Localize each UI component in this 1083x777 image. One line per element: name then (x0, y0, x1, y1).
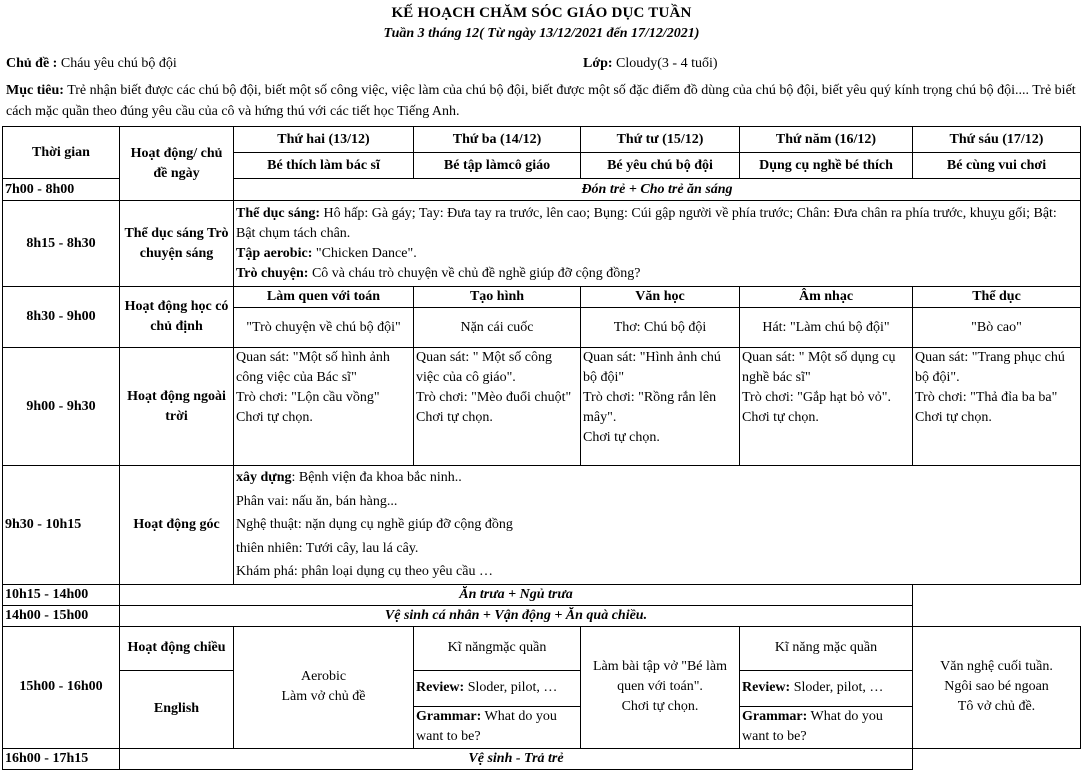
activity-cell: Hoạt động góc (120, 466, 234, 585)
row-morning-exercise (3, 201, 1081, 287)
chat-label: Trò chuyện: (236, 265, 309, 281)
row-hygiene (3, 605, 1081, 626)
afternoon-wed: Làm bài tập vở "Bé làm quen với toán". Chơi tự chọn. (581, 626, 740, 748)
day-thu: Thứ năm (16/12) (740, 127, 913, 153)
theme-mon: Bé thích làm bác sĩ (234, 153, 414, 179)
subject-thu: Âm nhạc (740, 287, 913, 308)
time-cell: 14h00 - 15h00 (3, 605, 120, 626)
topic-value: Cháu yêu chú bộ đội (60, 56, 177, 71)
time-cell: 9h00 - 9h30 (3, 348, 120, 466)
corner-text: : Bệnh viện đa khoa bắc ninh.. (291, 470, 462, 485)
goal-paragraph (6, 80, 1076, 122)
outdoor-mon: Quan sát: "Một số hình ảnh công việc của Bác sĩ" Trò chơi: "Lộn cầu vồng" Chơi tự chọn. (234, 348, 414, 466)
corner-line: Phân vai: nấu ăn, bán hàng... (236, 493, 398, 509)
outdoor-tue: Quan sát: " Một số công việc của cô giáo". Trò chơi: "Mèo đuổi chuột" Chơi tự chọn. (414, 348, 581, 466)
lesson-mon: "Trò chuyện về chú bộ đội" (234, 308, 414, 348)
activity-cell: English (120, 670, 234, 748)
corner-label: xây dựng (236, 470, 292, 485)
english-thu-grammar (740, 706, 913, 748)
grammar-text: What do you want to be? (416, 709, 557, 744)
activity-cell: Hoạt động ngoài trời (120, 348, 234, 466)
day-mon: Thứ hai (13/12) (234, 127, 414, 153)
outdoor-thu: Quan sát: " Một số dụng cụ nghề bác sĩ" Trò chơi: "Gắp hạt bỏ vỏ". Chơi tự chọn. (740, 348, 913, 466)
lesson-tue: Nặn cái cuốc (414, 308, 581, 348)
hygiene-text: Vệ sinh cá nhân + Vận động + Ăn quà chiều. (120, 605, 913, 626)
class-value: Cloudy(3 - 4 tuổi) (616, 56, 718, 71)
goal-label: Mục tiêu: (6, 83, 64, 98)
corner-line: thiên nhiên: Tưới cây, lau lá cây. (236, 540, 419, 556)
time-cell: 15h00 - 16h00 (3, 626, 120, 748)
aerobic-line (236, 244, 1078, 264)
subject-tue: Tạo hình (414, 287, 581, 308)
activity-cell: Hoạt động học có chủ định (120, 287, 234, 348)
review-text: Sloder, pilot, … (790, 680, 884, 695)
review-text: Sloder, pilot, … (464, 680, 558, 695)
theme-thu: Dụng cụ nghề bé thích (740, 153, 913, 179)
theme-wed: Bé yêu chú bộ đội (581, 153, 740, 179)
topic-line (6, 56, 177, 72)
topic-label: Chủ đề : (6, 56, 58, 71)
english-thu-review (740, 670, 913, 706)
aerobic-label: Tập aerobic: (236, 245, 313, 261)
outdoor-wed: Quan sát: "Hình ảnh chú bộ đội" Trò chơi: "Rồng rắn lên mây". Chơi tự chọn. (581, 348, 740, 466)
row-corners (3, 466, 1081, 585)
pickup-text: Vệ sinh - Trả trẻ (120, 748, 913, 769)
row-afternoon (3, 626, 1081, 670)
activity-cell: Thể dục sáng Trò chuyện sáng (120, 201, 234, 287)
afternoon-fri: Văn nghệ cuối tuần. Ngôi sao bé ngoan Tô vở chủ đề. (913, 626, 1081, 748)
exercise-text: Hô hấp: Gà gáy; Tay: Đưa tay ra trước, lên cao; Bụng: Cúi gập người về phía trước; Chân: Đưa chân ra phía trước, khuỵu gối; Bật: Bật chụm tách chân. (236, 205, 1057, 241)
grammar-label: Grammar: (742, 709, 808, 724)
review-label: Review: (742, 680, 791, 695)
morning-exercise-content (234, 201, 1081, 287)
corner-line: Nghệ thuật: nặn dụng cụ nghề giúp đỡ cộng đồng (236, 517, 513, 532)
day-wed: Thứ tư (15/12) (581, 127, 740, 153)
day-tue: Thứ ba (14/12) (414, 127, 581, 153)
theme-fri: Bé cùng vui chơi (913, 153, 1081, 179)
time-cell: 16h00 - 17h15 (3, 748, 120, 769)
row-lunch (3, 584, 1081, 605)
head-time: Thời gian (3, 127, 120, 179)
outdoor-fri: Quan sát: "Trang phục chú bộ đội". Trò chơi: "Thả đỉa ba ba" Chơi tự chọn. (913, 348, 1081, 466)
row-outdoor (3, 348, 1081, 466)
table-header-row (3, 127, 1081, 153)
day-fri: Thứ sáu (17/12) (913, 127, 1081, 153)
theme-tue: Bé tập làmcô giáo (414, 153, 581, 179)
row-pickup (3, 748, 1081, 769)
afternoon-mon: Aerobic Làm vở chủ đề (234, 626, 414, 748)
aerobic-text: "Chicken Dance". (312, 245, 417, 261)
chat-text: Cô và cháu trò chuyện về chủ đề nghề giúp đỡ cộng đồng? (308, 265, 641, 281)
goal-text: Trẻ nhận biết được các chú bộ đội, biết một số công việc, việc làm của chú bộ đội, biết được một số đặc điểm đồ dùng của chú bộ đội, biết yêu quý kính trọng chú bộ đội.... Trẻ biết cách mặc quần theo đúng yêu cầu của cô và hứng thú với các tiết học Tiếng Anh. (6, 83, 1076, 119)
subject-fri: Thể dục (913, 287, 1081, 308)
plan-table (2, 126, 1081, 770)
english-tue-review (414, 670, 581, 706)
lesson-wed: Thơ: Chú bộ đội (581, 308, 740, 348)
lesson-thu: Hát: "Làm chú bộ đội" (740, 308, 913, 348)
exercise-label: Thể dục sáng: (236, 205, 321, 221)
afternoon-thu-skill: Kĩ năng mặc quần (740, 626, 913, 670)
corners-content (234, 466, 1081, 585)
time-cell: 8h30 - 9h00 (3, 287, 120, 348)
subject-mon: Làm quen với toán (234, 287, 414, 308)
afternoon-tue-skill: Kĩ năngmặc quần (414, 626, 581, 670)
class-label: Lớp: (583, 56, 613, 71)
page-title: KẾ HOẠCH CHĂM SÓC GIÁO DỤC TUẦN (391, 5, 692, 21)
review-label: Review: (416, 680, 465, 695)
reception-text: Đón trẻ + Cho trẻ ăn sáng (234, 179, 1081, 201)
lunch-text: Ăn trưa + Ngủ trưa (120, 584, 913, 605)
head-activity: Hoạt động/ chủ đề ngày (120, 127, 234, 201)
row-lesson-subjects (3, 287, 1081, 308)
time-cell: 10h15 - 14h00 (3, 584, 120, 605)
activity-cell: Hoạt động chiều (120, 626, 234, 670)
chat-line (236, 264, 1078, 284)
corner-line (236, 466, 1078, 490)
time-cell: 8h15 - 8h30 (3, 201, 120, 287)
corner-line: Khám phá: phân loại dụng cụ theo yêu cầu … (236, 564, 493, 579)
time-cell: 7h00 - 8h00 (3, 179, 120, 201)
page-subtitle: Tuần 3 tháng 12( Từ ngày 13/12/2021 đến 17/12/2021) (383, 26, 700, 41)
class-line (583, 56, 718, 72)
grammar-label: Grammar: (416, 709, 482, 724)
subject-wed: Văn học (581, 287, 740, 308)
grammar-text: What do you want to be? (742, 709, 883, 744)
time-cell: 9h30 - 10h15 (3, 466, 120, 585)
english-tue-grammar (414, 706, 581, 748)
lesson-fri: "Bò cao" (913, 308, 1081, 348)
exercise-line (236, 204, 1078, 244)
